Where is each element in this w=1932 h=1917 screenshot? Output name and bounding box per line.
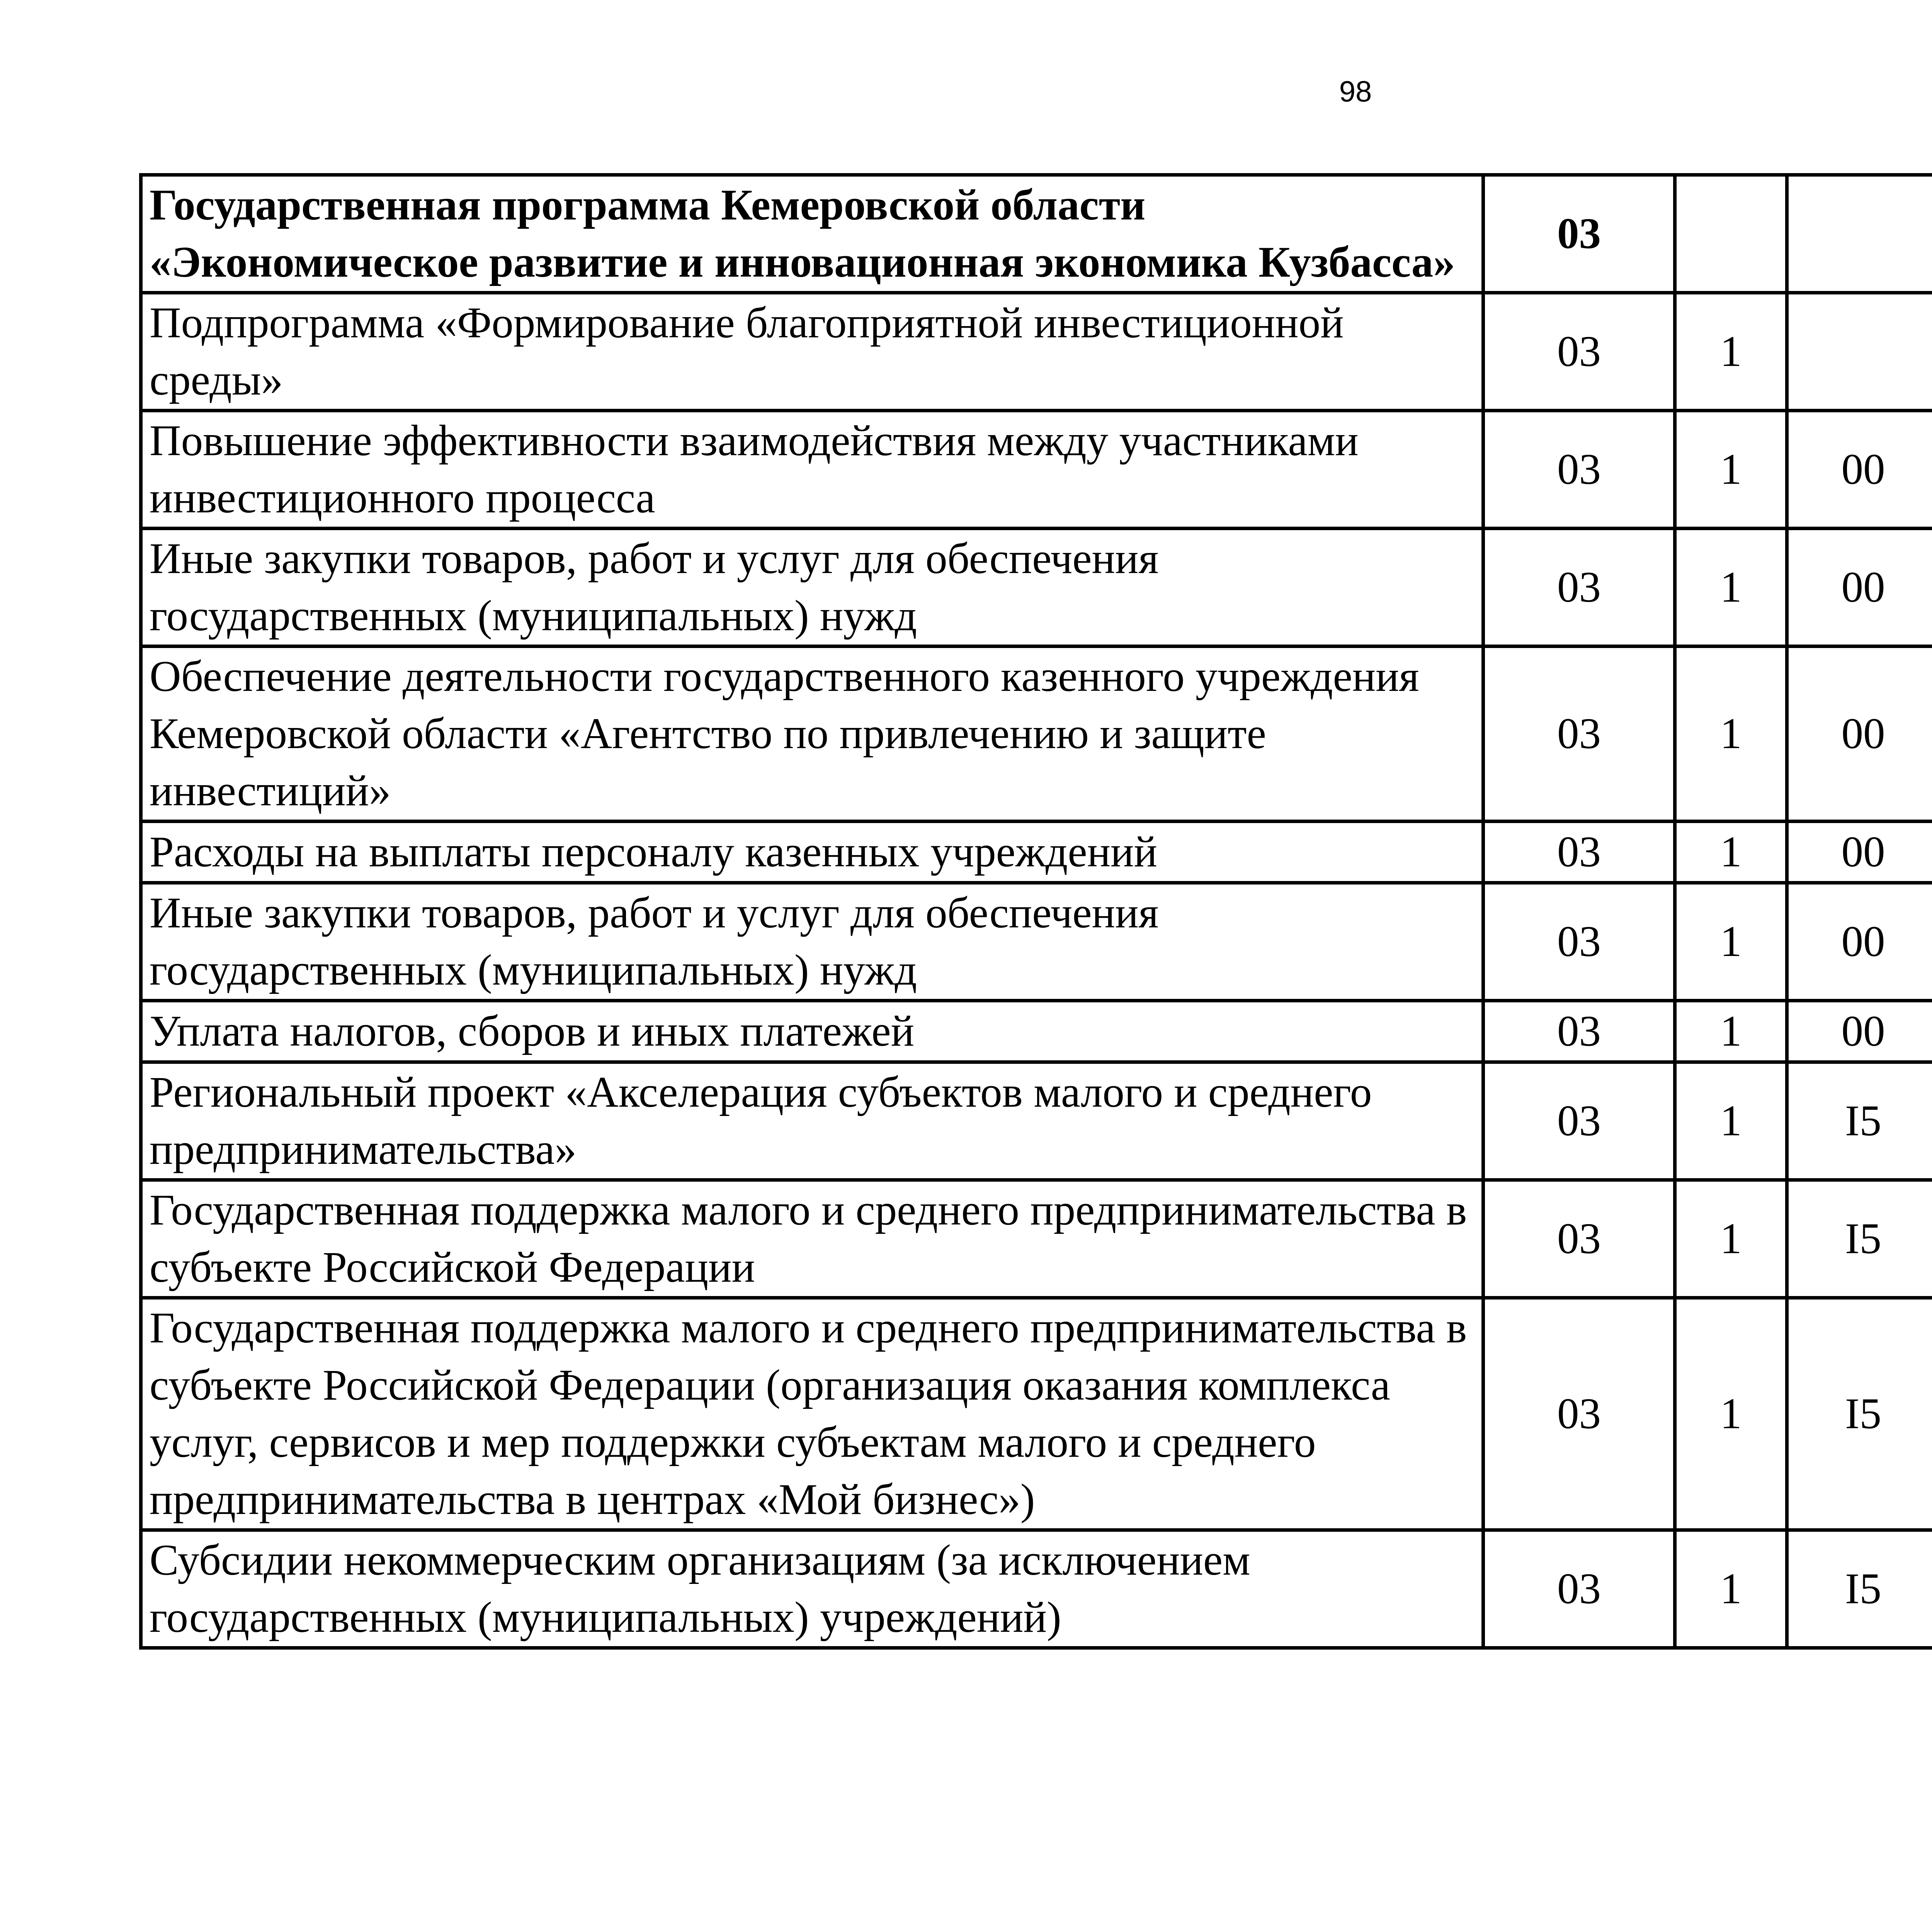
- program-code: 03: [1483, 529, 1675, 646]
- main-activity-code: [1787, 175, 1932, 293]
- subprogram-code: 1: [1675, 1062, 1787, 1180]
- table-row: [141, 883, 1932, 1001]
- main-activity-code: 00: [1787, 883, 1932, 1001]
- row-name: Расходы на выплаты персоналу казенных учреждений: [141, 822, 1483, 883]
- subprogram-code: 1: [1675, 883, 1787, 1001]
- program-code: 03: [1483, 883, 1675, 1001]
- table-row: [141, 1180, 1932, 1298]
- main-activity-code: 00: [1787, 646, 1932, 822]
- subprogram-code: 1: [1675, 1298, 1787, 1530]
- main-activity-code: I5: [1787, 1298, 1932, 1530]
- row-name: Иные закупки товаров, работ и услуг для обеспечения государственных (муниципальных) нужд: [141, 529, 1483, 646]
- table-row: [141, 646, 1932, 822]
- subprogram-code: [1675, 175, 1787, 293]
- row-name: Уплата налогов, сборов и иных платежей: [141, 1001, 1483, 1062]
- page-number: 98: [1339, 75, 1372, 108]
- row-name: Государственная поддержка малого и среднего предпринимательства в субъекте Российской Федерации (организация оказания комплекса услуг, сервисов и мер поддержки субъектам малого и среднего предпринимательства в центрах «Мой бизнес»): [141, 1298, 1483, 1530]
- table-row: [141, 1530, 1932, 1648]
- row-name: Повышение эффективности взаимодействия между участниками инвестиционного процесса: [141, 411, 1483, 529]
- table-row: [141, 822, 1932, 883]
- table-row: [141, 175, 1932, 293]
- subprogram-code: 1: [1675, 411, 1787, 529]
- main-activity-code: 00: [1787, 411, 1932, 529]
- subprogram-code: 1: [1675, 646, 1787, 822]
- subprogram-code: 1: [1675, 293, 1787, 411]
- budget-table: [139, 173, 1932, 1650]
- table-row: [141, 293, 1932, 411]
- main-activity-code: 00: [1787, 822, 1932, 883]
- table-row: [141, 1001, 1932, 1062]
- program-code: 03: [1483, 175, 1675, 293]
- table-row: [141, 411, 1932, 529]
- program-code: 03: [1483, 293, 1675, 411]
- main-activity-code: [1787, 293, 1932, 411]
- program-code: 03: [1483, 822, 1675, 883]
- main-activity-code: I5: [1787, 1530, 1932, 1648]
- main-activity-code: I5: [1787, 1062, 1932, 1180]
- row-name: Иные закупки товаров, работ и услуг для обеспечения государственных (муниципальных) нужд: [141, 883, 1483, 1001]
- program-code: 03: [1483, 1001, 1675, 1062]
- subprogram-code: 1: [1675, 529, 1787, 646]
- row-name: Обеспечение деятельности государственного казенного учреждения Кемеровской области «Агентство по привлечению и защите инвестиций»: [141, 646, 1483, 822]
- program-code: 03: [1483, 411, 1675, 529]
- subprogram-code: 1: [1675, 822, 1787, 883]
- row-name: Подпрограмма «Формирование благоприятной инвестиционной среды»: [141, 293, 1483, 411]
- subprogram-code: 1: [1675, 1530, 1787, 1648]
- row-name: Субсидии некоммерческим организациям (за исключением государственных (муниципальных) учреждений): [141, 1530, 1483, 1648]
- program-code: 03: [1483, 1062, 1675, 1180]
- table-row: [141, 1062, 1932, 1180]
- main-activity-code: 00: [1787, 1001, 1932, 1062]
- program-code: 03: [1483, 646, 1675, 822]
- program-code: 03: [1483, 1180, 1675, 1298]
- row-name: Государственная поддержка малого и среднего предпринимательства в субъекте Российской Федерации: [141, 1180, 1483, 1298]
- row-name: Государственная программа Кемеровской области «Экономическое развитие и инновационная экономика Кузбасса»: [141, 175, 1483, 293]
- table-row: [141, 529, 1932, 646]
- subprogram-code: 1: [1675, 1001, 1787, 1062]
- main-activity-code: I5: [1787, 1180, 1932, 1298]
- row-name: Региональный проект «Акселерация субъектов малого и среднего предпринимательства»: [141, 1062, 1483, 1180]
- program-code: 03: [1483, 1298, 1675, 1530]
- table-row: [141, 1298, 1932, 1530]
- main-activity-code: 00: [1787, 529, 1932, 646]
- subprogram-code: 1: [1675, 1180, 1787, 1298]
- program-code: 03: [1483, 1530, 1675, 1648]
